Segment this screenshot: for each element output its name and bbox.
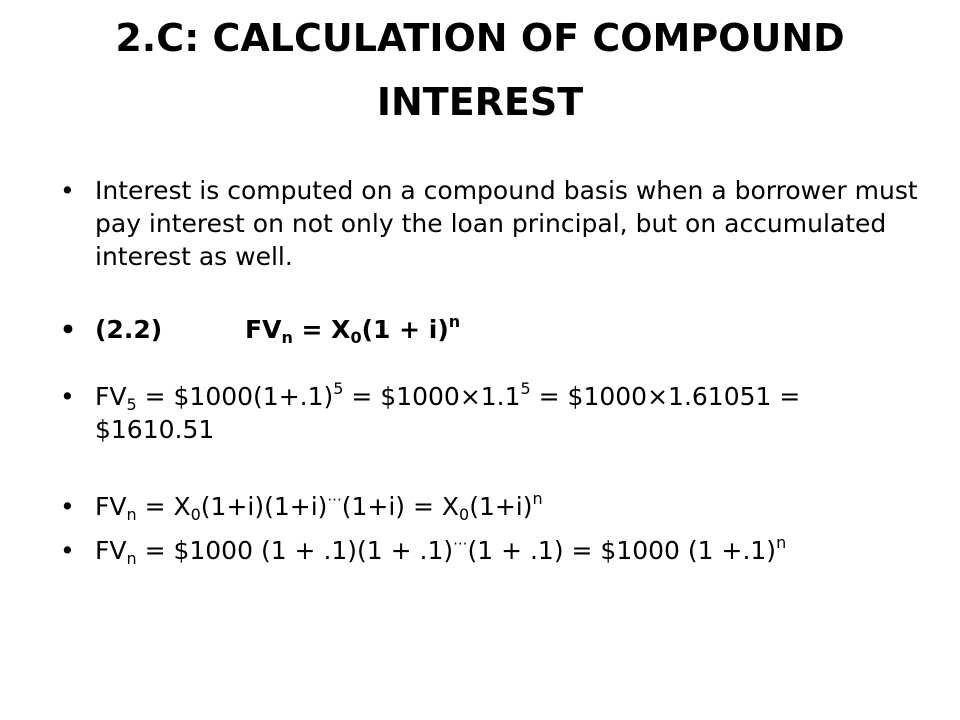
example-part-2: = $1000(1+.1) bbox=[136, 382, 334, 411]
formula-mid: = X bbox=[292, 315, 351, 344]
definition-text: Interest is computed on a compound basis when a borrower must pay interest on not only the loan principal, but on accumulated interest as well. bbox=[95, 176, 918, 271]
formula-body: (1 + i) bbox=[361, 315, 449, 344]
expansion-subscript-2: 0 bbox=[190, 505, 201, 524]
bullet-example bbox=[60, 380, 920, 446]
bullet-numeric-expansion bbox=[60, 534, 920, 567]
formula-lhs: FV bbox=[245, 315, 282, 344]
expansion-part-1: FV bbox=[95, 492, 127, 521]
bullet-formula bbox=[60, 313, 920, 346]
expansion-part-3: (1+i)(1+i) bbox=[200, 492, 328, 521]
formula-lhs-subscript: n bbox=[281, 328, 293, 347]
example-subscript-1: 5 bbox=[126, 395, 137, 414]
formula-label: (2.2) bbox=[95, 315, 163, 344]
example-part-4: = $1000×1.61051 = $1610.51 bbox=[95, 382, 801, 444]
numeric-exponent: n bbox=[776, 533, 787, 552]
expansion-subscript-3: 0 bbox=[459, 505, 470, 524]
numeric-ellipsis: ··· bbox=[453, 535, 468, 553]
example-exponent-2: 5 bbox=[520, 379, 531, 398]
bullet-list bbox=[60, 174, 920, 567]
bullet-definition bbox=[60, 174, 920, 273]
numeric-part-3: (1 + .1) = $1000 (1 +.1) bbox=[467, 536, 777, 565]
expansion-subscript-1: n bbox=[126, 505, 137, 524]
example-exponent-1: 5 bbox=[333, 379, 344, 398]
numeric-part-2: = $1000 (1 + .1)(1 + .1) bbox=[136, 536, 454, 565]
expansion-ellipsis: ··· bbox=[327, 491, 342, 509]
slide-title-line-2: INTEREST bbox=[376, 80, 584, 124]
expansion-part-2: = X bbox=[136, 492, 191, 521]
slide-title-line-1: 2.C: CALCULATION OF COMPOUND bbox=[115, 16, 845, 60]
numeric-subscript-1: n bbox=[126, 549, 137, 568]
example-part-3: = $1000×1.1 bbox=[343, 382, 521, 411]
slide-title bbox=[60, 6, 900, 134]
expansion-exponent: n bbox=[532, 489, 543, 508]
bullet-expansion bbox=[60, 490, 920, 523]
example-part-1: FV bbox=[95, 382, 127, 411]
formula-mid-subscript: 0 bbox=[350, 328, 362, 347]
expansion-part-4: (1+i) = X bbox=[341, 492, 459, 521]
numeric-part-1: FV bbox=[95, 536, 127, 565]
expansion-part-5: (1+i) bbox=[469, 492, 533, 521]
formula-exponent: n bbox=[448, 312, 461, 331]
